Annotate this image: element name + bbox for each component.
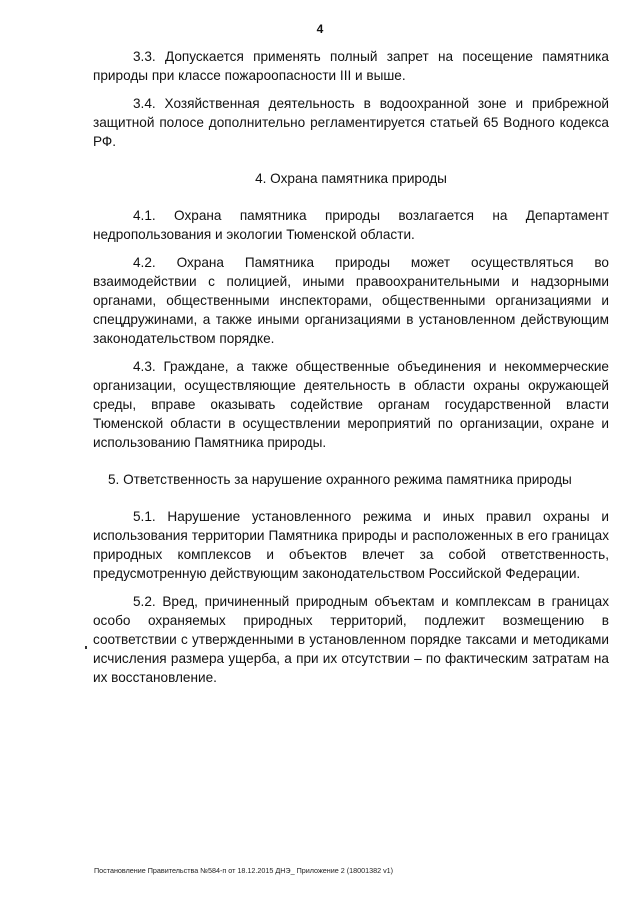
page-number: 4	[316, 22, 324, 36]
spacer	[93, 85, 609, 94]
paragraph-4-2: 4.2. Охрана Памятника природы может осуществляться во взаимодействии с полицией, иными правоохранительными и надзорными органами, общественными инспекторами, общественными организациями и спецдружинами, а также иными организациями в установленном действующим законодательством порядке.	[93, 255, 609, 346]
spacer	[93, 452, 609, 470]
paragraph-5-1: 5.1. Нарушение установленного режима и иных правил охраны и использования территории Памятника природы и расположенных в его границах природных комплексов и объектов влечет за собой ответственность, предусмотренную действующим законодательством Российской Федерации.	[93, 509, 609, 581]
spacer	[93, 188, 609, 206]
paragraph-4-1: 4.1. Охрана памятника природы возлагается на Департамент недропользования и экологии Тюменской области.	[93, 208, 609, 242]
paragraph-3-3: 3.3. Допускается применять полный запрет на посещение памятника природы при классе пожароопасности III и выше.	[93, 49, 609, 83]
spacer	[93, 151, 609, 169]
spacer	[93, 489, 609, 507]
paragraph-4-3: 4.3. Граждане, а также общественные объединения и некоммерческие организации, осуществляющие деятельность в области охраны окружающей среды, вправе оказывать содействие органам государственной власти Тюменской области в осуществлении мероприятий по организации, охране и использованию Памятника природы.	[93, 359, 609, 450]
scan-mark	[85, 646, 87, 649]
section-heading-5: 5. Ответственность за нарушение охранного режима памятника природы	[108, 472, 572, 487]
document-footer: Постановление Правительства №584-п от 18.12.2015 ДНЭ_ Приложение 2 (18001382 v1)	[94, 866, 394, 875]
spacer	[93, 244, 609, 253]
paragraph-5-2: 5.2. Вред, причиненный природным объектам и комплексам в границах особо охраняемых природных территорий, подлежит возмещению в соответствии с утвержденными в установленном порядке таксами и методиками исчисления размера ущерба, а при их отсутствии – по фактическим затратам на их восстановление.	[93, 594, 609, 685]
section-heading-4: 4. Охрана памятника природы	[255, 171, 447, 186]
spacer	[93, 583, 609, 592]
document-body	[93, 47, 609, 687]
spacer	[93, 348, 609, 357]
paragraph-3-4: 3.4. Хозяйственная деятельность в водоохранной зоне и прибрежной защитной полосе дополнительно регламентируется статьей 65 Водного кодекса РФ.	[93, 96, 609, 149]
